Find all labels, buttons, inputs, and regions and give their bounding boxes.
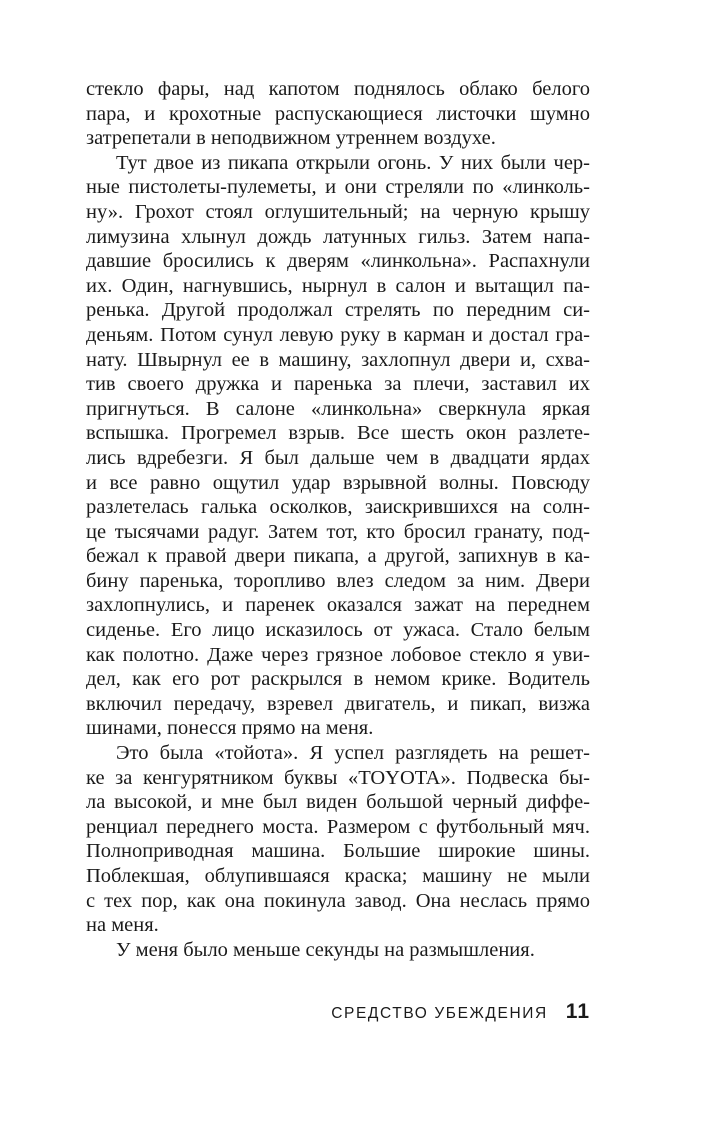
text-line: захлопнулись, и паренек оказался зажат на переднем (86, 594, 590, 617)
text-line: Полноприводная машина. Большие широкие шины. (86, 840, 590, 863)
text-line: стекло фары, над капотом поднялось облако белого (86, 78, 590, 100)
paragraph-first-line: Это была «тойота». Я успел разглядеть на решет- (116, 742, 590, 765)
text-line: ренька. Другой продолжал стрелять по передним си- (86, 299, 590, 322)
text-line: разлетелась галька осколков, заискрившихся на солн- (86, 496, 590, 519)
text-line: с тех пор, как она покинула завод. Она неслась прямо (86, 889, 590, 912)
text-line: ке за кенгурятником буквы «TOYOTA». Подвеска бы- (86, 766, 590, 789)
text-line: ные пистолеты-пулеметы, и они стреляли по «линколь- (86, 176, 590, 199)
text-line: их. Один, нагнувшись, нырнул в салон и вытащил па- (86, 274, 590, 297)
text-line: це тысячами радуг. Затем тот, кто бросил гранату, под- (86, 520, 590, 543)
paragraph-first-line: Тут двое из пикапа открыли огонь. У них были чер- (116, 151, 590, 174)
text-line: деньям. Потом сунул левую руку в карман и достал гра- (86, 323, 590, 346)
text-line: сиденье. Его лицо исказилось от ужаса. Стало белым (86, 619, 590, 642)
text-line: лимузина хлынул дождь латунных гильз. Затем напа- (86, 225, 590, 248)
text-line: давшие бросились к дверям «линкольна». Распахнули (86, 250, 590, 273)
text-line: Поблекшая, облупившаяся краска; машину не мыли (86, 865, 590, 887)
text-line: ну». Грохот стоял оглушительный; на черную крышу (86, 200, 590, 223)
page-footer (86, 1000, 590, 1026)
text-line: тив своего дружка и паренька за плечи, заставил их (86, 373, 590, 396)
text-line: на меня. (86, 914, 159, 937)
text-line: пара, и крохотные распускающиеся листочки шумно (86, 102, 590, 125)
running-title: СРЕДСТВО УБЕЖДЕНИЯ (331, 1005, 548, 1022)
text-line: затрепетали в неподвижном утреннем воздухе. (86, 127, 496, 150)
page-number: 11 (565, 1000, 590, 1023)
text-line: лись вдребезги. Я был дальше чем в двадцати ярдах (86, 446, 590, 469)
text-line: бежал к правой двери пикапа, а другой, запихнув в ка- (86, 545, 590, 568)
text-line: как полотно. Даже через грязное лобовое стекло я уви- (86, 643, 590, 666)
paragraph-first-line: У меня было меньше секунды на размышления. (116, 938, 535, 961)
body-text (86, 77, 590, 962)
text-line: шинами, понесся прямо на меня. (86, 717, 374, 740)
text-line: ренциал переднего моста. Размером с футбольный мяч. (86, 815, 590, 838)
text-line: нату. Швырнул ее в машину, захлопнул двери и, схва- (86, 348, 590, 371)
text-line: и все равно ощутил удар взрывной волны. Повсюду (86, 471, 590, 494)
text-line: ла высокой, и мне был виден большой черный диффе- (86, 791, 590, 814)
text-line: пригнуться. В салоне «линкольна» сверкнула яркая (86, 397, 590, 420)
text-line: вспышка. Прогремел взрыв. Все шесть окон разлете- (86, 422, 590, 445)
text-line: включил передачу, взревел двигатель, и пикап, визжа (86, 692, 590, 715)
text-line: дел, как его рот раскрылся в немом крике. Водитель (86, 668, 590, 691)
text-line: бину паренька, торопливо влез следом за ним. Двери (86, 569, 590, 592)
